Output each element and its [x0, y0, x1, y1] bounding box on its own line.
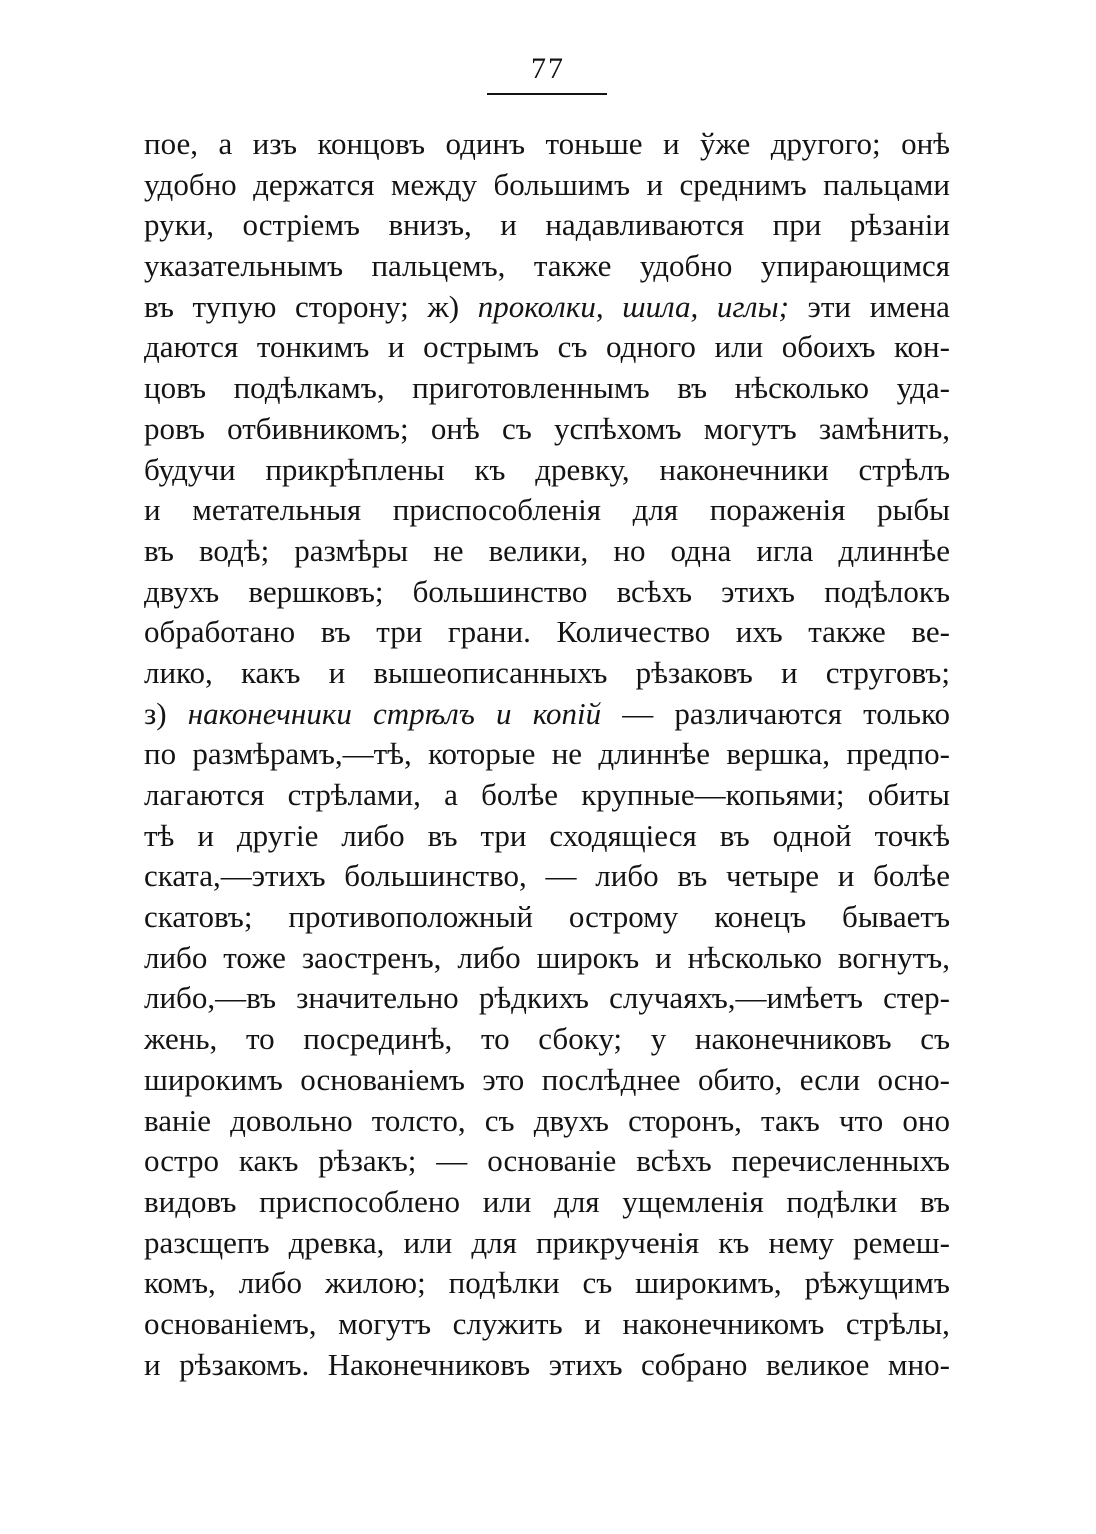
text-word: у [650, 1021, 667, 1057]
text-word: пальцами [823, 166, 950, 202]
text-word: стрѣлы, [845, 1305, 950, 1341]
text-word: рыбы [877, 492, 950, 528]
text-word: пораженія [709, 492, 846, 528]
text-word: въ [677, 858, 708, 894]
text-word: наконечникомъ [622, 1305, 825, 1341]
text-word: метательныя [192, 492, 362, 528]
text-word: иглы; [716, 288, 789, 324]
text-word: и [387, 329, 405, 365]
text-word: либо [144, 939, 208, 975]
text-word: три [376, 614, 423, 650]
text-line [144, 1062, 950, 1103]
text-line [144, 899, 950, 940]
text-word: большинство, [344, 858, 527, 894]
text-word: удобно [144, 166, 237, 202]
text-line [144, 1103, 950, 1144]
text-word: изъ [252, 126, 297, 161]
text-word: — [545, 858, 577, 894]
text-word: прикрученія [535, 1224, 700, 1260]
text-word: могутъ [338, 1305, 432, 1341]
text-word: двухъ [144, 573, 220, 609]
text-word: грани. [447, 614, 531, 650]
text-word: то [245, 1021, 275, 1057]
text-word: удобно [639, 248, 733, 284]
text-word: уда- [896, 370, 950, 406]
text-word: — [436, 1143, 468, 1179]
text-word: древка, [288, 1224, 385, 1260]
text-word: конецъ [714, 899, 807, 935]
text-word: посрединѣ, [303, 1021, 453, 1057]
text-word: толсто, [371, 1102, 466, 1138]
text-word: кон- [894, 329, 950, 365]
text-word: и [496, 695, 512, 731]
text-word: стрѣлами, [287, 777, 421, 812]
page-number-rule [487, 93, 607, 95]
text-word: въ [144, 532, 174, 568]
text-word: цовъ [144, 370, 206, 406]
text-word: четыре [725, 858, 819, 894]
text-word: и [662, 126, 680, 161]
text-word: рѣзакомъ. [179, 1346, 310, 1382]
text-word: болѣе [481, 777, 559, 812]
text-word: приспособлено [259, 1183, 460, 1219]
text-line [144, 858, 950, 899]
text-word: нѣсколько [734, 370, 870, 406]
text-word: вершка, [726, 736, 831, 772]
text-word: при [772, 207, 822, 243]
text-line [144, 167, 950, 208]
text-word: съ [501, 410, 532, 446]
text-line [144, 126, 950, 167]
text-word: размѣрамъ,—тѣ, [192, 736, 412, 772]
text-line [144, 248, 950, 289]
text-word: древку, [535, 451, 630, 487]
text-line [144, 1143, 950, 1184]
text-word: сбоку; [538, 1021, 623, 1057]
text-word: обоихъ [781, 329, 876, 365]
text-word: жилою; [324, 1265, 426, 1301]
text-word: острому [568, 899, 679, 935]
text-word: всѣхъ [636, 1143, 712, 1179]
text-word: подѣлки [448, 1265, 560, 1301]
text-line [144, 818, 950, 859]
text-word: въ [427, 817, 458, 853]
text-word: крупные—копьями; [581, 777, 845, 812]
text-word: какъ [238, 1143, 299, 1179]
text-word: вершковъ; [248, 573, 384, 609]
text-word: велики, [488, 532, 589, 568]
text-word: рѣзакъ; [318, 1143, 417, 1179]
text-line [144, 492, 950, 533]
text-word: указательнымъ [144, 248, 344, 284]
text-word: пое, [144, 126, 198, 161]
text-word: длиннѣе [838, 532, 950, 568]
text-line [144, 574, 950, 615]
text-word: не [433, 532, 464, 568]
text-word: ве- [911, 614, 950, 650]
text-word: рѣзаковъ [635, 654, 753, 690]
text-word: Наконечниковъ [327, 1346, 531, 1382]
text-word: какъ [240, 654, 301, 690]
text-word: будучи [144, 451, 236, 487]
text-line [144, 655, 950, 696]
text-word: тоже [223, 939, 286, 975]
text-word: предпо- [846, 736, 950, 772]
text-word: онѣ [430, 410, 480, 446]
text-word: къ [718, 1224, 750, 1260]
text-word: руки, [144, 207, 214, 243]
text-word: одна [670, 532, 732, 568]
text-word: и [144, 492, 161, 528]
text-word: сторону; [295, 288, 409, 324]
text-word: замѣнить, [818, 410, 950, 446]
text-word: основаніемъ [300, 1061, 465, 1097]
text-word: и [584, 1305, 601, 1341]
text-word: и [197, 817, 214, 853]
text-word: рѣдкихъ [478, 980, 589, 1016]
text-line [144, 696, 950, 737]
text-word: оно [902, 1102, 950, 1138]
text-word: держатся [253, 166, 375, 202]
text-word: даются [144, 329, 239, 365]
text-word: или [403, 1224, 453, 1260]
text-word: двухъ [533, 1102, 609, 1138]
text-word: имена [869, 288, 950, 324]
text-word: приспособленія [392, 492, 601, 528]
text-word: болѣе [873, 858, 950, 894]
text-word: обиты [867, 777, 950, 812]
text-word: великое [765, 1346, 870, 1382]
text-word: острымъ [423, 329, 540, 365]
text-word: противоположный [288, 899, 533, 935]
text-word: которые [428, 736, 536, 772]
text-word: подѣлки [786, 1183, 898, 1219]
text-word: также [533, 248, 612, 284]
text-word: либо [457, 939, 521, 975]
text-word: подѣлокъ [824, 573, 950, 609]
text-word: ремеш- [853, 1224, 950, 1260]
text-word: — [622, 695, 654, 731]
text-word: пальцемъ, [371, 248, 506, 284]
text-word: этихъ [548, 1346, 623, 1382]
text-word: широкимъ, [635, 1265, 782, 1301]
text-word: бываетъ [842, 899, 950, 935]
text-word: водѣ; [198, 532, 270, 568]
text-word: служить [452, 1305, 563, 1341]
text-word: перечисленныхъ [731, 1143, 950, 1179]
text-word: а [218, 126, 233, 161]
text-word: остро [144, 1143, 219, 1179]
text-word: если [799, 1061, 861, 1097]
text-line [144, 370, 950, 411]
text-body [144, 126, 950, 1387]
text-word: довольно [230, 1102, 353, 1138]
text-word: въ [677, 370, 708, 406]
text-word: въ [719, 817, 750, 853]
text-word: упирающимся [760, 248, 950, 284]
text-word: сторонъ, [628, 1102, 742, 1138]
text-word: только [863, 695, 950, 731]
text-word: въ [320, 614, 351, 650]
text-word: онѣ [901, 126, 950, 161]
text-word: тѣ [144, 817, 175, 853]
text-word: значительно [296, 980, 459, 1016]
text-word: а [444, 777, 458, 812]
text-word: наконечниковъ [694, 1021, 892, 1057]
text-word: шила, [622, 288, 699, 324]
text-word: или [482, 1183, 532, 1219]
text-word: большимъ [493, 166, 631, 202]
text-word: эти [807, 288, 851, 324]
text-word: и [500, 207, 517, 243]
text-word: успѣхомъ [553, 410, 682, 446]
page-number: 77 [531, 52, 565, 85]
text-line [144, 207, 950, 248]
text-word: основаніемъ, [144, 1305, 317, 1341]
text-word: для [554, 1183, 600, 1219]
text-word: тоньше [545, 126, 643, 161]
text-word: размѣры [294, 532, 409, 568]
text-word: нему [768, 1224, 834, 1260]
text-word: скатовъ; [144, 899, 253, 935]
text-word: широкъ [536, 939, 640, 975]
text-word: этихъ [721, 573, 795, 609]
text-word: стрѣлъ [858, 451, 950, 487]
text-word: заостренъ, [301, 939, 442, 975]
text-word: надавливаются [545, 207, 745, 243]
text-word: собрано [641, 1346, 748, 1382]
text-word: основаніе [487, 1143, 617, 1179]
text-word: послѣднее [541, 1061, 681, 1097]
text-word: точкѣ [874, 817, 950, 853]
text-word: приготовленнымъ [412, 370, 650, 406]
text-word: лико, [144, 654, 213, 690]
text-word: къ [474, 451, 506, 487]
text-line [144, 736, 950, 777]
text-word: рѣзаніи [849, 207, 950, 243]
text-word: для [471, 1224, 517, 1260]
text-word: мно- [887, 1346, 950, 1382]
text-word: между [390, 166, 477, 202]
text-word: съ [582, 1265, 613, 1301]
text-word: либо [238, 1265, 303, 1301]
text-line [144, 1021, 950, 1062]
text-word: сходящіеся [549, 817, 697, 853]
text-word: рѣжущимъ [804, 1265, 950, 1301]
text-word: и [655, 939, 672, 975]
text-word: случаяхъ,—имѣетъ [609, 980, 863, 1016]
text-word: ровъ [144, 410, 205, 446]
text-word: что [838, 1102, 884, 1138]
text-line [144, 614, 950, 655]
text-word: ваніе [144, 1102, 211, 1138]
text-word: отбивникомъ; [227, 410, 409, 446]
text-word: либо,—въ [144, 980, 276, 1016]
text-word: либо [595, 858, 659, 894]
text-word: вышеописанныхъ [373, 654, 608, 690]
text-word: тонкимъ [256, 329, 370, 365]
text-word: съ [920, 1021, 950, 1057]
text-word: другого; [770, 126, 881, 161]
text-line [144, 777, 950, 818]
text-word: концовъ [317, 126, 426, 161]
text-word: игла [756, 532, 814, 568]
text-word: Количество [556, 614, 711, 650]
text-word: но [613, 532, 646, 568]
text-word: струговъ; [825, 654, 950, 690]
text-word: видовъ [144, 1183, 237, 1219]
text-word: длиннѣе [598, 736, 710, 772]
text-line [144, 1184, 950, 1225]
text-word: и [328, 654, 346, 690]
text-word: то [480, 1021, 510, 1057]
text-word: комъ, [144, 1265, 216, 1301]
text-word: наконечники [187, 695, 352, 731]
text-word: различаются [674, 695, 843, 731]
text-word: подѣлкамъ, [233, 370, 385, 406]
text-word: всѣхъ [616, 573, 692, 609]
text-line [144, 980, 950, 1021]
text-word: и [837, 858, 855, 894]
text-line [144, 533, 950, 574]
text-word: ж) [427, 288, 460, 324]
text-word: проколки, [477, 288, 604, 324]
text-word: прикрѣплены [265, 451, 445, 487]
text-line [144, 289, 950, 330]
text-word: лагаются [144, 777, 265, 812]
text-word: съ [557, 329, 588, 365]
text-word: и [646, 166, 664, 202]
text-word: тупую [192, 288, 277, 324]
text-line [144, 940, 950, 981]
text-word: осно- [877, 1061, 950, 1097]
text-word: разсщепъ [144, 1224, 270, 1260]
text-word: большинство [412, 573, 588, 609]
text-word: съ [484, 1102, 515, 1138]
text-word: з) [144, 695, 167, 731]
text-word: копій [532, 695, 602, 731]
text-word: ихъ [735, 614, 783, 650]
text-word: наконечники [659, 451, 829, 487]
text-line [144, 1347, 950, 1388]
text-word: одинъ [445, 126, 526, 161]
text-line [144, 452, 950, 493]
text-word: остріемъ [242, 207, 360, 243]
text-word: такъ [761, 1102, 820, 1138]
text-word: и [144, 1346, 161, 1382]
text-word: ущемленія [622, 1183, 764, 1219]
text-word: стер- [883, 980, 950, 1016]
text-word: широкимъ [144, 1061, 283, 1097]
text-line [144, 1265, 950, 1306]
text-word: ската,—этихъ [144, 858, 326, 894]
text-word: также [808, 614, 886, 650]
text-word: либо [341, 817, 405, 853]
text-word: обито, [698, 1061, 783, 1097]
text-line [144, 1306, 950, 1347]
text-word: обработано [144, 614, 296, 650]
text-word: внизъ, [388, 207, 472, 243]
text-word: одного [605, 329, 696, 365]
text-word: въ [144, 288, 174, 324]
text-word: три [480, 817, 527, 853]
text-word: вогнутъ, [837, 939, 950, 975]
text-word: по [144, 736, 177, 772]
text-line [144, 1225, 950, 1266]
text-line [144, 329, 950, 370]
text-word: среднимъ [679, 166, 807, 202]
text-word: жень, [144, 1021, 218, 1057]
text-word: нѣсколько [687, 939, 822, 975]
text-line [144, 411, 950, 452]
text-word: для [632, 492, 679, 528]
text-word: ўже [700, 126, 751, 161]
text-word: и [780, 654, 798, 690]
text-word: не [551, 736, 583, 772]
text-word: или [714, 329, 764, 365]
text-word: другіе [236, 817, 319, 853]
text-word: стрѣлъ [372, 695, 475, 731]
text-word: могутъ [703, 410, 797, 446]
text-word: одной [772, 817, 852, 853]
text-word: это [482, 1061, 525, 1097]
text-word: въ [920, 1183, 950, 1219]
